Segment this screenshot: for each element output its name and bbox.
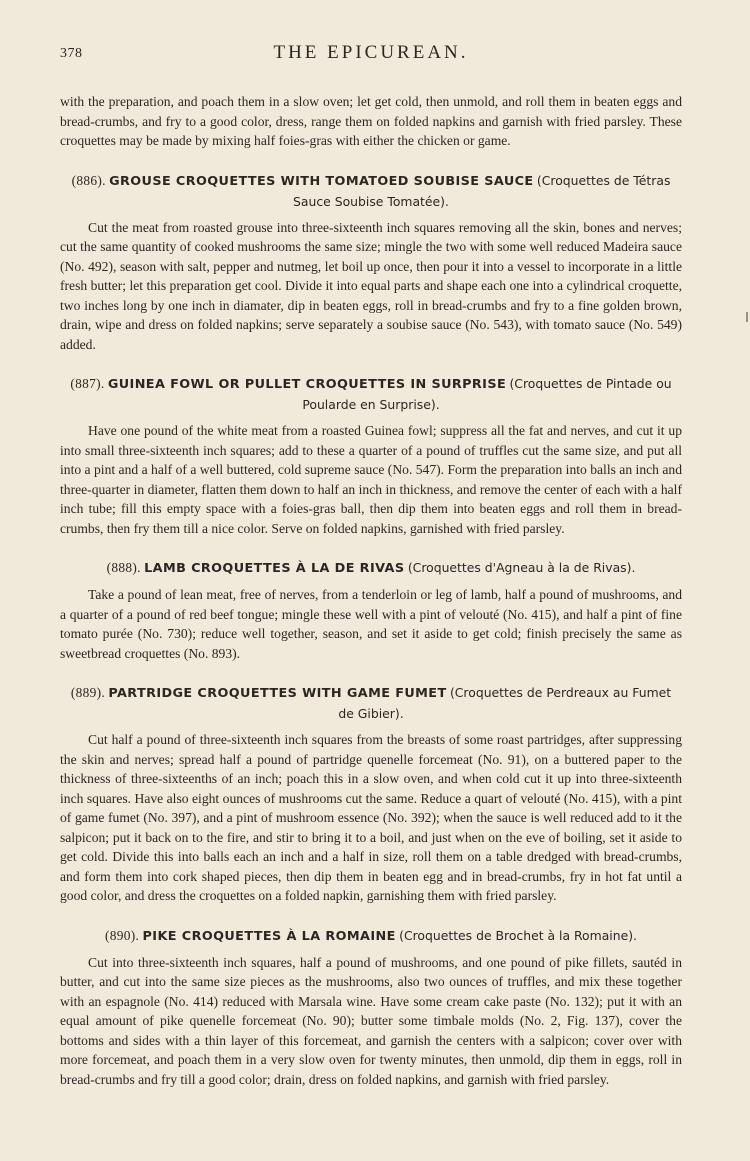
- running-title: THE EPICUREAN.: [273, 42, 469, 63]
- recipe-number: (888).: [106, 560, 141, 575]
- recipe-french-title: (Croquettes de Perdreaux au Fumet de Gibier).: [338, 685, 672, 721]
- recipe-886: [60, 171, 682, 355]
- recipe-889: [60, 683, 682, 906]
- recipe-heading: [60, 171, 682, 212]
- recipe-heading: [60, 558, 682, 579]
- recipe-french-title: (Croquettes de Brochet à la Romaine).: [399, 927, 637, 943]
- recipe-heading: [60, 926, 682, 947]
- recipe-heading: [60, 374, 682, 415]
- page-number: 378: [60, 46, 83, 61]
- recipe-text: Have one pound of the white meat from a roasted Guinea fowl; suppress all the fat and nerves, and cut it up into small three-sixteenth inch squares; add to these a quarter of a pound of truffles cut the same size, and put all into a pint and a half of a well buttered, cold supreme sauce (No. 547). Form the preparation into balls an inch and three-quarter in diameter, flatten them down to half an inch in thickness, and remove the center of each with a half inch tube; fill this empty space with a foies-gras ball, then dip them into beaten eggs and roll them in bread-crumbs, then fry them till a nice color. Serve on folded napkins, garnished with fried parsley.: [60, 423, 682, 536]
- recipe-title: PARTRIDGE CROQUETTES WITH GAME FUMET: [108, 686, 447, 701]
- recipe-french-title: (Croquettes d'Agneau à la de Rivas).: [407, 560, 636, 575]
- recipe-title: GROUSE CROQUETTES WITH TOMATOED SOUBISE SAUCE: [109, 173, 534, 189]
- recipe-french-title: (Croquettes de Pintade ou Poularde en Surprise).: [302, 376, 672, 412]
- recipe-number: (890).: [105, 927, 140, 943]
- recipe-887: [60, 374, 682, 538]
- recipe-title: PIKE CROQUETTES À LA ROMAINE: [142, 928, 396, 944]
- intro-paragraph: with the preparation, and poach them in a slow oven; let get cold, then unmold, and roll them in beaten eggs and bread-crumbs, and fry to a good color, dress, range them on folded napkins and garnish with fried parsley. These croquettes may be made by mixing half foies-gras with either the chicken or game.: [60, 94, 682, 148]
- recipe-text: Cut into three-sixteenth inch squares, half a pound of mushrooms, and one pound of pike fillets, sautéd in butter, and cut into the same size pieces as the mushrooms, also two ounces of truffles, and mix these together with an espagnole (No. 414) reduced with Marsala wine. Have some cream cake paste (No. 132); put it with an equal amount of pike quenelle forcemeat (No. 90); butter some timbale molds (No. 2, Fig. 137), cover the bottoms and sides with a thin layer of this forcemeat, and garnish the centers with a salpicon; cover over with more forcemeat, and poach them in a very slow oven for twenty minutes, then unmold, dip them in eggs, roll in bread-crumbs and fry till a good color; drain, dress on folded napkins, and garnish with fried parsley.: [60, 954, 682, 1087]
- margin-mark: [746, 312, 748, 322]
- recipe-heading: [60, 683, 682, 724]
- recipe-title: LAMB CROQUETTES À LA DE RIVAS: [144, 561, 405, 576]
- recipe-number: (889).: [70, 685, 106, 700]
- recipe-french-title: (Croquettes de Tétras Sauce Soubise Tomatée).: [293, 172, 671, 209]
- recipe-text: Take a pound of lean meat, free of nerves, from a tenderloin or leg of lamb, half a pound of mushrooms, and a quarter of a pound of red beef tongue; mingle these well with a pint of velouté (No. 415), and half a pint of fine tomato purée (No. 730); reduce well together, season, and set it aside to get cold; finish precisely the same as sweetbread croquettes (No. 893).: [60, 587, 682, 661]
- recipe-number: (886).: [71, 172, 106, 188]
- body-text: [60, 92, 682, 1089]
- recipe-text: Cut the meat from roasted grouse into three-sixteenth inch squares removing all the skin, bones and nerves; cut the same quantity of cooked mushrooms the same size; mingle the two with some well reduced Madeira sauce (No. 492), season with salt, pepper and nutmeg, let boil up once, then pour it into a vessel to incorporate in a little fresh butter; let this preparation get cool. Divide it into equal parts and shape each one into a cylindrical croquette, two inches long by one inch in diamater, dip in beaten eggs, roll in bread-crumbs and fry to a fine golden brown, drain, wipe and dress on folded napkins; serve separately a soubise sauce (No. 543), with tomato sauce (No. 549) added.: [60, 219, 682, 352]
- recipe-number: (887).: [70, 376, 105, 391]
- recipe-890: [60, 926, 682, 1090]
- recipe-888: [60, 558, 682, 663]
- running-head: [60, 0, 682, 63]
- recipe-title: GUINEA FOWL OR PULLET CROQUETTES IN SURPRISE: [107, 377, 507, 392]
- recipe-text: Cut half a pound of three-sixteenth inch squares from the breasts of some roast partridges, after suppressing the skin and nerves; spread half a pound of partridge quenelle forcemeat (No. 91), on a buttered paper to the thickness of three-sixteenths of an inch; poach this in a slow oven, and when cold cut it up into three-sixteenth inch squares. Have also eight ounces of mushrooms cut the same. Reduce a quart of velouté (No. 415), with a pint of game fumet (No. 397), and a pint of mushroom essence (No. 392); when the sauce is well reduced add to it the salpicon; put it back on to the fire, and stir to bring it to a boil, and just when on the eve of boiling, set it aside to get cold. Divide this into balls each an inch and a half in size, roll them on a table dredged with bread-crumbs, and form them into cork shaped pieces, then dip them in beaten egg and in bread-crumbs, fry in hot fat until a good color, and dress the croquettes on a folded napkin, garnishing them with fried parsley.: [60, 732, 682, 903]
